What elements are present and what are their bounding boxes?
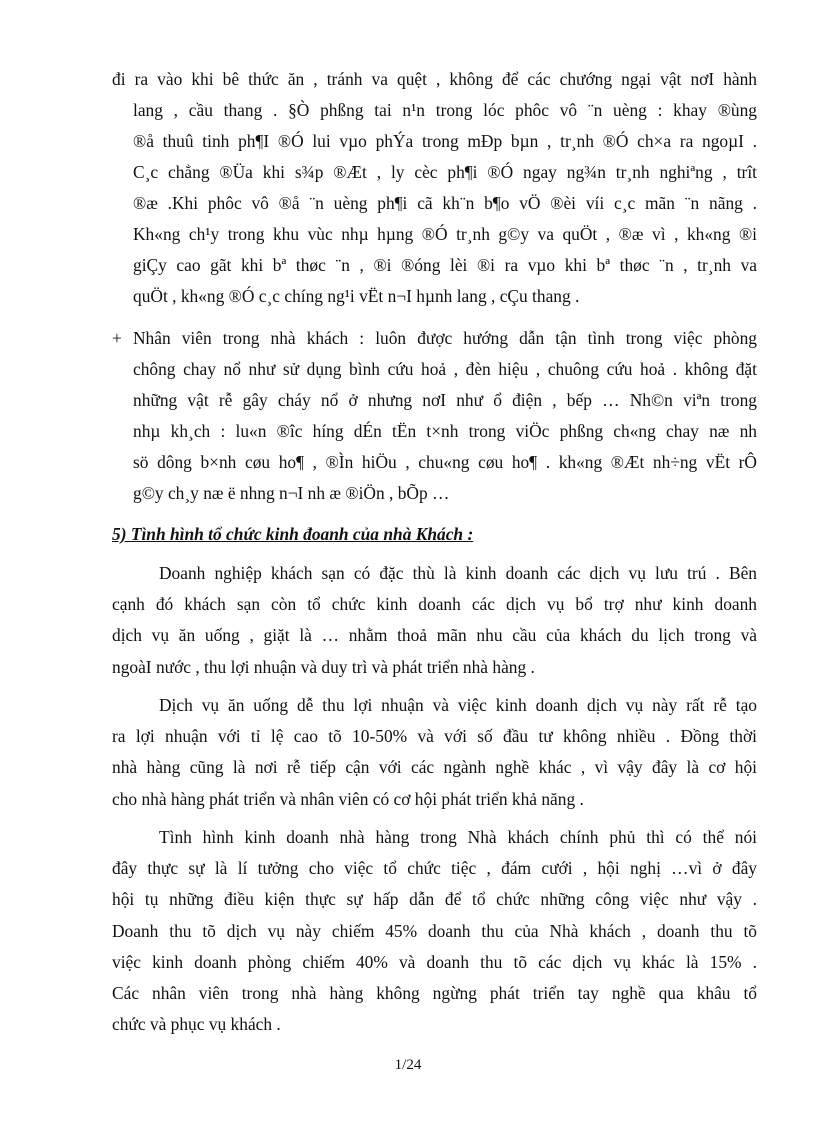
section-heading: 5) Tình hình tổ chức kinh đoanh của nhà Khách : — [112, 524, 474, 544]
bullet-text-block — [112, 323, 757, 509]
text-line: g©y ch¸y næ ë nhng n¬I nh æ ®iÖn , bÕp … — [133, 483, 450, 503]
text-line: đi ra vào khi bê thức ăn , tránh va quệt , không để các chướng ngại vật nơI hành — [112, 69, 757, 89]
text-line: những vật rễ gây cháy nổ ở nhưng nơI như ổ điện , bếp … Nh©n viªn trong — [133, 390, 757, 410]
page-number: 1/24 — [394, 1057, 422, 1073]
bullet-marker: + — [112, 328, 122, 348]
text-line: quÖt , kh«ng ®Ó c¸c chíng ng¹i vËt n¬I hµnh lang , cÇu thang . — [133, 286, 580, 306]
text-line: chức và phục vụ khách . — [112, 1014, 281, 1035]
text-line: lang , cầu thang . §Ò phßng tai n¹n trong lóc phôc vô ¨n uèng : khay ®ùng — [133, 100, 757, 120]
text-line: chông chay nổ như sử dụng bình cứu hoả , đèn hiệu , chuông cứu hoả . không đặt — [133, 359, 757, 379]
text-line: Dịch vụ ăn uống dễ thu lợi nhuận và việc kinh doanh dịch vụ này rất rễ tạo — [159, 695, 757, 715]
text-line: Nhân viên trong nhà khách : luôn được hướng dẫn tận tình trong việc phòng — [133, 328, 757, 348]
text-line: ®å thuû tinh ph¶I ®Ó lui vµo phÝa trong mÐp bµn , tr¸nh ®Ó ch×a ra ngoµI . — [133, 131, 757, 151]
text-line: việc kinh doanh phòng chiếm 40% và doanh thu tõ các dịch vụ khác là 15% . — [112, 951, 757, 972]
text-line: Kh«ng ch¹y trong khu vùc nhµ hµng ®Ó tr¸nh g©y va quÖt , ®æ vì , kh«ng ®i — [133, 224, 757, 244]
text-line: Doanh nghiệp khách sạn có đặc thù là kinh doanh các dịch vụ lưu trú . Bên — [159, 563, 757, 583]
text-line: ®æ .Khi phôc vô ®å ¨n uèng ph¶i cã kh¨n b¶o vÖ ®èi víi c¸c mãn ¨n nãng . — [133, 193, 757, 213]
text-line: C¸c chẳng ®Üa khi s¾p ®Æt , ly cèc ph¶i ®Ó ngay ng¾n tr¸nh nghiªng , trît — [133, 162, 757, 182]
text-line: sö dông b×nh cøu ho¶ , ®Ìn hiÖu , chu«ng cøu ho¶ . kh«ng ®Æt nh÷ng vËt rÔ — [133, 452, 757, 472]
text-line: cạnh đó khách sạn còn tổ chức kinh doanh các dịch vụ bổ trợ như kinh doanh — [112, 594, 757, 615]
text-line: cho nhà hàng phát triển và nhân viên có cơ hội phát triển khả năng . — [112, 788, 584, 809]
text-line: đây thực sự là lí tưởng cho việc tổ chức tiệc , đám cưới , hội nghị …vì ở đây — [112, 858, 757, 879]
text-line: nhà hàng cũng là nơi rễ tiếp cận với các ngành nghề khác , vì vậy đây là cơ hội — [112, 757, 757, 778]
text-line: hội tụ những điều kiện thực sự hấp dẫn để tổ chức những công việc như vậy . — [112, 889, 757, 910]
continuation-text-block — [112, 64, 757, 312]
text-line: Doanh thu tõ dịch vụ này chiếm 45% doanh thu của Nhà khách , doanh thu tõ — [112, 920, 757, 941]
paragraph — [112, 690, 757, 815]
text-line: ra lợi nhuận với tỉ lệ cao tõ 10-50% và với số đầu tư không nhiều . Đồng thời — [112, 726, 757, 747]
text-line: dịch vụ ăn uống , giặt là … nhằm thoả mãn nhu cầu của khách du lịch trong và — [112, 625, 757, 646]
text-line: giÇy cao gãt khi bª thøc ¨n , ®i ®óng lèi ®i ra vµo khi bª thøc ¨n , tr¸nh va — [133, 255, 757, 275]
paragraph — [112, 822, 757, 1040]
text-line: ngoàI nước , thu lợi nhuận và duy trì và phát triển nhà hàng . — [112, 656, 535, 677]
paragraph — [112, 558, 757, 683]
text-line: Tình hình kinh doanh nhà hàng trong Nhà khách chính phủ thì có thể nói — [159, 827, 757, 847]
text-line: nhµ kh¸ch : lu«n ®îc híng dÉn tËn t×nh trong viÖc phßng ch«ng chay næ nh — [133, 421, 757, 441]
text-line: Các nhân viên trong nhà hàng không ngừng phát triển tay nghề qua khâu tổ — [112, 983, 757, 1004]
